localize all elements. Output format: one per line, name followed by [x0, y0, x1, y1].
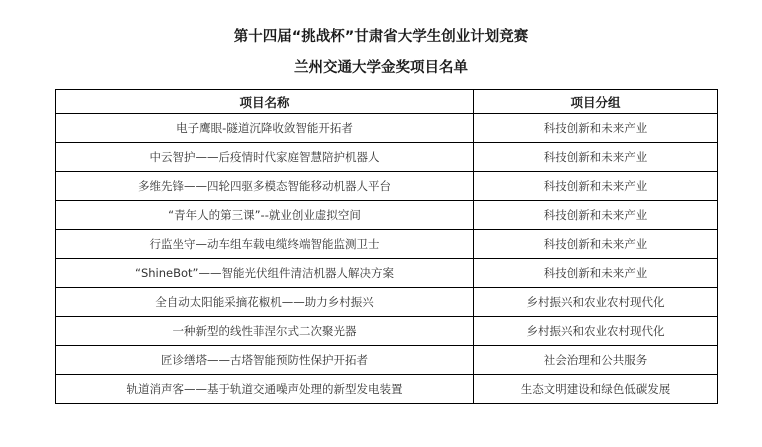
table-row: [56, 172, 718, 201]
column-header-project-name: 项目名称: [56, 90, 474, 114]
table-row: [56, 230, 718, 259]
project-name-cell: “青年人的第三课”--就业创业虚拟空间: [56, 201, 474, 230]
table-row: [56, 375, 718, 404]
table-body: [56, 114, 718, 404]
project-group-cell: 科技创新和未来产业: [474, 114, 718, 143]
table-row: [56, 288, 718, 317]
column-header-project-group: 项目分组: [474, 90, 718, 114]
table-row: [56, 259, 718, 288]
project-name-cell: 多维先锋——四轮四驱多模态智能移动机器人平台: [56, 172, 474, 201]
table-row: [56, 346, 718, 375]
project-group-cell: 科技创新和未来产业: [474, 172, 718, 201]
project-group-cell: 科技创新和未来产业: [474, 143, 718, 172]
table-row: [56, 201, 718, 230]
document-title: 第十四届“挑战杯”甘肃省大学生创业计划竞赛: [233, 29, 529, 45]
table-header: [56, 90, 718, 114]
table-row: [56, 317, 718, 346]
awards-table: [55, 89, 718, 404]
document-subtitle: 兰州交通大学金奖项目名单: [294, 60, 468, 76]
project-group-cell: 科技创新和未来产业: [474, 259, 718, 288]
project-group-cell: 科技创新和未来产业: [474, 230, 718, 259]
project-name-cell: 轨道消声客——基于轨道交通噪声处理的新型发电装置: [56, 375, 474, 404]
project-group-cell: 乡村振兴和农业农村现代化: [474, 288, 718, 317]
project-group-cell: 科技创新和未来产业: [474, 201, 718, 230]
project-name-cell: 一种新型的线性菲涅尔式二次聚光器: [56, 317, 474, 346]
table-header-row: [56, 90, 718, 114]
project-name-cell: 行监坐守—动车组车载电缆终端智能监测卫士: [56, 230, 474, 259]
project-group-cell: 社会治理和公共服务: [474, 346, 718, 375]
project-name-cell: 电子鹰眼-隧道沉降收敛智能开拓者: [56, 114, 474, 143]
project-name-cell: “ShineBot”——智能光伏组件清洁机器人解决方案: [56, 259, 474, 288]
project-name-cell: 全自动太阳能采摘花椒机——助力乡村振兴: [56, 288, 474, 317]
project-group-cell: 生态文明建设和绿色低碳发展: [474, 375, 718, 404]
project-name-cell: 匠诊缮塔——古塔智能预防性保护开拓者: [56, 346, 474, 375]
table-row: [56, 143, 718, 172]
project-name-cell: 中云智护——后疫情时代家庭智慧陪护机器人: [56, 143, 474, 172]
project-group-cell: 乡村振兴和农业农村现代化: [474, 317, 718, 346]
table-row: [56, 114, 718, 143]
